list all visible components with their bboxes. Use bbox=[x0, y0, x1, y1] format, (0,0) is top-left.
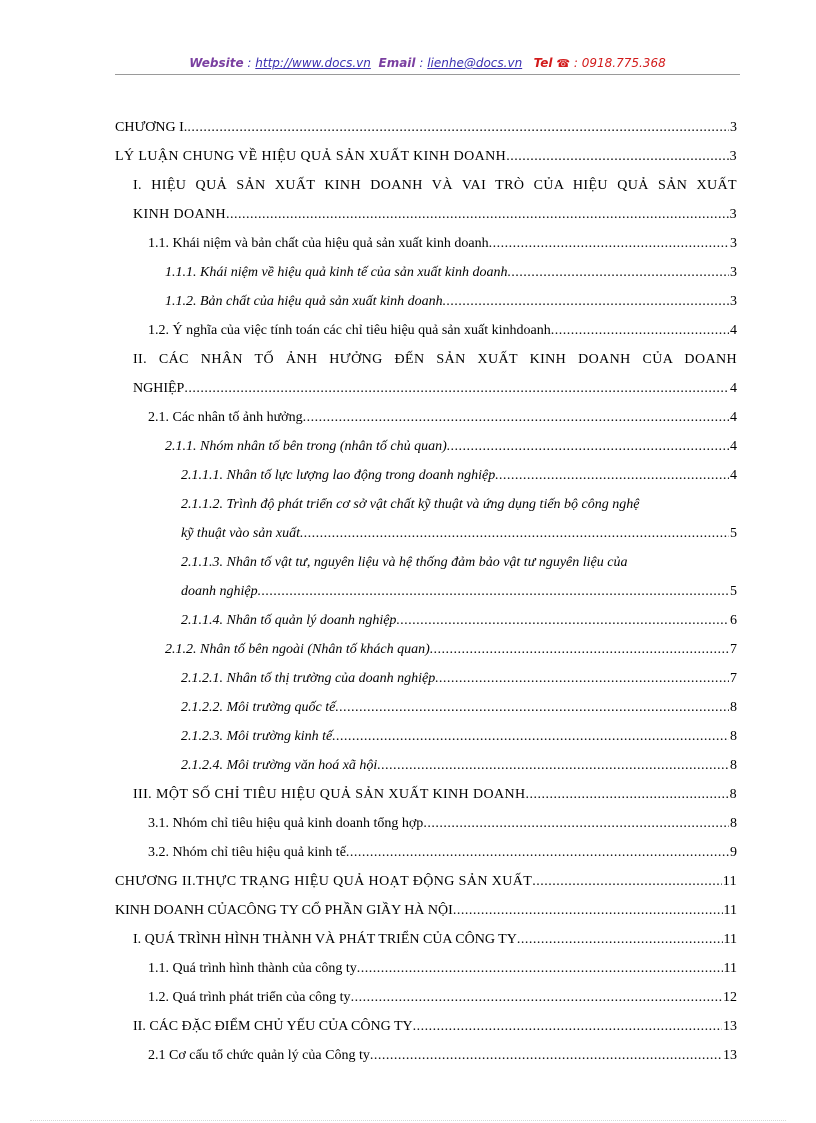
toc-leader bbox=[377, 751, 729, 780]
tel-number: 0918.775.368 bbox=[581, 56, 666, 70]
toc-entry[interactable] bbox=[0, 751, 816, 780]
phone-icon: ☎ bbox=[556, 57, 571, 70]
toc-entry[interactable] bbox=[0, 954, 816, 983]
toc-leader bbox=[357, 954, 723, 983]
toc-entry-title: 2.1.2.2. Môi trường quốc tế bbox=[181, 700, 336, 715]
toc-entry-title: 2.1.2.3. Môi trường kinh tế bbox=[181, 729, 333, 744]
toc-entry[interactable] bbox=[0, 693, 816, 722]
toc-entry-title: 3.1. Nhóm chỉ tiêu hiệu quả kinh doanh tổng hợp bbox=[148, 816, 424, 831]
toc-leader bbox=[551, 316, 729, 345]
toc-entry[interactable] bbox=[0, 664, 816, 693]
toc-page-number: 4 bbox=[730, 439, 737, 454]
toc-entry-title-continued: kỹ thuật vào sản xuất bbox=[181, 526, 300, 541]
toc-entry-title: II. CÁC NHÂN TỐ ẢNH HƯỞNG ĐẾN SẢN XUẤT KINH DOANH CỦA DOANH bbox=[133, 352, 737, 367]
toc-leader bbox=[532, 867, 721, 896]
toc-entry[interactable] bbox=[0, 403, 816, 432]
toc-entry[interactable] bbox=[0, 113, 816, 142]
toc-entry[interactable] bbox=[0, 635, 816, 664]
toc-leader bbox=[184, 374, 729, 403]
website-label: Website bbox=[189, 56, 244, 70]
toc-entry-title: 1.1. Khái niệm và bản chất của hiệu quả sản xuất kinh doanh bbox=[148, 236, 489, 251]
email-separator: : bbox=[415, 56, 428, 70]
toc-leader bbox=[495, 461, 729, 490]
toc-entry-title: 2.1.2.4. Môi trường văn hoá xã hội bbox=[181, 758, 378, 773]
toc-page-number: 9 bbox=[730, 845, 737, 860]
toc-entry-title: CHƯƠNG I. bbox=[115, 120, 188, 135]
toc-leader bbox=[489, 229, 729, 258]
toc-page-number: 8 bbox=[730, 700, 737, 715]
toc-page-number: 3 bbox=[729, 207, 737, 222]
tel-label: Tel bbox=[533, 56, 553, 70]
toc-entry-title: I. HIỆU QUẢ SẢN XUẤT KINH DOANH VÀ VAI TRÒ CỦA HIỆU QUẢ SẢN XUẤT bbox=[133, 178, 737, 193]
toc-entry-title: CHƯƠNG II.THỰC TRẠNG HIỆU QUẢ HOẠT ĐỘNG SẢN XUẤT bbox=[115, 874, 533, 889]
toc-entry-title-continued: NGHIỆP bbox=[133, 381, 185, 396]
toc-leader bbox=[423, 809, 729, 838]
page-header bbox=[115, 56, 740, 70]
website-separator: : bbox=[243, 56, 256, 70]
toc-entry-title: I. QUÁ TRÌNH HÌNH THÀNH VÀ PHÁT TRIỂN CỦA CÔNG TY bbox=[133, 932, 517, 947]
toc-entry[interactable] bbox=[0, 722, 816, 751]
toc-entry-title: 2.1.1.4. Nhân tố quản lý doanh nghiệp bbox=[181, 613, 397, 628]
toc-page-number: 4 bbox=[730, 323, 737, 338]
toc-page-number: 8 bbox=[730, 729, 737, 744]
toc-page-number: 11 bbox=[723, 932, 737, 947]
toc-page-number: 11 bbox=[722, 874, 737, 889]
toc-entry[interactable] bbox=[0, 925, 816, 954]
toc-entry-title: 1.1.1. Khái niệm về hiệu quả kinh tế của sản xuất kinh doanh bbox=[165, 265, 508, 280]
toc-entry-title: 2.1 Cơ cấu tổ chức quản lý của Công ty bbox=[148, 1048, 370, 1063]
toc-entry[interactable] bbox=[0, 432, 816, 461]
toc-leader bbox=[258, 577, 729, 606]
toc-page-number: 3 bbox=[730, 265, 737, 280]
toc-leader bbox=[303, 403, 729, 432]
toc-page-number: 5 bbox=[730, 526, 737, 541]
toc-page-number: 3 bbox=[730, 120, 737, 135]
toc-entry-title: 2.1. Các nhân tố ảnh hưởng bbox=[148, 410, 303, 425]
tel-separator: : bbox=[570, 56, 582, 70]
toc-page-number: 8 bbox=[730, 816, 737, 831]
toc-entry[interactable] bbox=[0, 345, 816, 403]
toc-entry[interactable] bbox=[0, 229, 816, 258]
toc-leader bbox=[335, 693, 729, 722]
toc-entry[interactable] bbox=[0, 316, 816, 345]
toc-entry[interactable] bbox=[0, 1012, 816, 1041]
toc-entry[interactable] bbox=[0, 867, 816, 896]
toc-entry[interactable] bbox=[0, 142, 816, 171]
toc-leader bbox=[226, 200, 729, 229]
toc-leader bbox=[526, 780, 729, 809]
toc-leader bbox=[351, 983, 722, 1012]
toc-leader bbox=[413, 1012, 722, 1041]
toc-page-number: 7 bbox=[730, 671, 737, 686]
toc-entry[interactable] bbox=[0, 896, 816, 925]
toc-page-number: 7 bbox=[730, 642, 737, 657]
toc-leader bbox=[443, 287, 729, 316]
table-of-contents bbox=[0, 113, 816, 1070]
toc-entry[interactable] bbox=[0, 258, 816, 287]
toc-entry-title: 1.2. Quá trình phát triển của công ty bbox=[148, 990, 351, 1005]
toc-entry[interactable] bbox=[0, 809, 816, 838]
toc-entry-title-continued: doanh nghiệp bbox=[181, 584, 258, 599]
toc-entry-title: 1.1.2. Bản chất của hiệu quả sản xuất kinh doanh bbox=[165, 294, 443, 309]
toc-entry-title: 2.1.1.1. Nhân tố lực lượng lao động trong doanh nghiệp bbox=[181, 468, 496, 483]
toc-entry-title: 2.1.1. Nhóm nhân tố bên trong (nhân tố chủ quan) bbox=[165, 439, 447, 454]
toc-leader bbox=[508, 258, 729, 287]
email-label: Email bbox=[378, 56, 416, 70]
page-bottom-border bbox=[30, 1120, 786, 1121]
toc-page-number: 3 bbox=[730, 294, 737, 309]
toc-page-number: 4 bbox=[730, 410, 737, 425]
toc-page-number: 6 bbox=[730, 613, 737, 628]
toc-entry-title: LÝ LUẬN CHUNG VỀ HIỆU QUẢ SẢN XUẤT KINH DOANH bbox=[115, 149, 507, 164]
toc-entry-title: KINH DOANH CỦACÔNG TY CỔ PHẦN GIẦY HÀ NỘI bbox=[115, 903, 453, 918]
toc-entry-title: III. MỘT SỐ CHỈ TIÊU HIỆU QUẢ SẢN XUẤT KINH DOANH bbox=[133, 787, 526, 802]
toc-entry[interactable] bbox=[0, 606, 816, 635]
toc-page-number: 11 bbox=[723, 903, 737, 918]
toc-page-number: 13 bbox=[723, 1019, 737, 1034]
toc-entry-title-continued: KINH DOANH bbox=[133, 207, 227, 222]
toc-entry[interactable] bbox=[0, 461, 816, 490]
toc-entry[interactable] bbox=[0, 780, 816, 809]
toc-entry[interactable] bbox=[0, 1041, 816, 1070]
toc-leader bbox=[300, 519, 729, 548]
header-rule bbox=[115, 74, 740, 75]
toc-page-number: 4 bbox=[730, 468, 737, 483]
toc-entry[interactable] bbox=[0, 171, 816, 229]
toc-leader bbox=[346, 838, 729, 867]
toc-leader bbox=[187, 113, 729, 142]
toc-leader bbox=[332, 722, 729, 751]
website-link[interactable]: http://www.docs.vn bbox=[255, 56, 371, 70]
toc-page-number: 8 bbox=[729, 787, 737, 802]
toc-entry-title: 1.1. Quá trình hình thành của công ty bbox=[148, 961, 357, 976]
toc-entry-title: 2.1.2. Nhân tố bên ngoài (Nhân tố khách quan) bbox=[165, 642, 430, 657]
toc-page-number: 3 bbox=[730, 236, 737, 251]
toc-leader bbox=[447, 432, 729, 461]
toc-entry[interactable] bbox=[0, 490, 816, 548]
toc-leader bbox=[517, 925, 723, 954]
toc-entry[interactable] bbox=[0, 838, 816, 867]
toc-entry-title: II. CÁC ĐẶC ĐIỂM CHỦ YẾU CỦA CÔNG TY bbox=[133, 1019, 413, 1034]
toc-leader bbox=[435, 664, 729, 693]
toc-entry-title: 1.2. Ý nghĩa của việc tính toán các chỉ tiêu hiệu quả sản xuất kinhdoanh bbox=[148, 323, 551, 338]
toc-leader bbox=[506, 142, 728, 171]
toc-page-number: 3 bbox=[729, 149, 737, 164]
toc-leader bbox=[453, 896, 723, 925]
toc-leader bbox=[430, 635, 729, 664]
toc-entry-title: 2.1.2.1. Nhân tố thị trường của doanh nghiệp bbox=[181, 671, 436, 686]
toc-page-number: 5 bbox=[730, 584, 737, 599]
toc-page-number: 12 bbox=[723, 990, 737, 1005]
toc-entry[interactable] bbox=[0, 548, 816, 606]
toc-leader bbox=[396, 606, 729, 635]
toc-entry[interactable] bbox=[0, 287, 816, 316]
toc-entry-title: 3.2. Nhóm chỉ tiêu hiệu quả kinh tế bbox=[148, 845, 346, 860]
toc-entry-title: 2.1.1.2. Trình độ phát triển cơ sở vật chất kỹ thuật và ứng dụng tiến bộ công nghệ bbox=[181, 497, 640, 512]
toc-page-number: 4 bbox=[730, 381, 737, 396]
toc-leader bbox=[370, 1041, 722, 1070]
toc-page-number: 11 bbox=[723, 961, 737, 976]
toc-page-number: 8 bbox=[730, 758, 737, 773]
toc-entry-title: 2.1.1.3. Nhân tố vật tư, nguyên liệu và hệ thống đảm bảo vật tư nguyên liệu của bbox=[181, 555, 628, 570]
email-link[interactable]: lienhe@docs.vn bbox=[427, 56, 523, 70]
toc-entry[interactable] bbox=[0, 983, 816, 1012]
toc-page-number: 13 bbox=[723, 1048, 737, 1063]
